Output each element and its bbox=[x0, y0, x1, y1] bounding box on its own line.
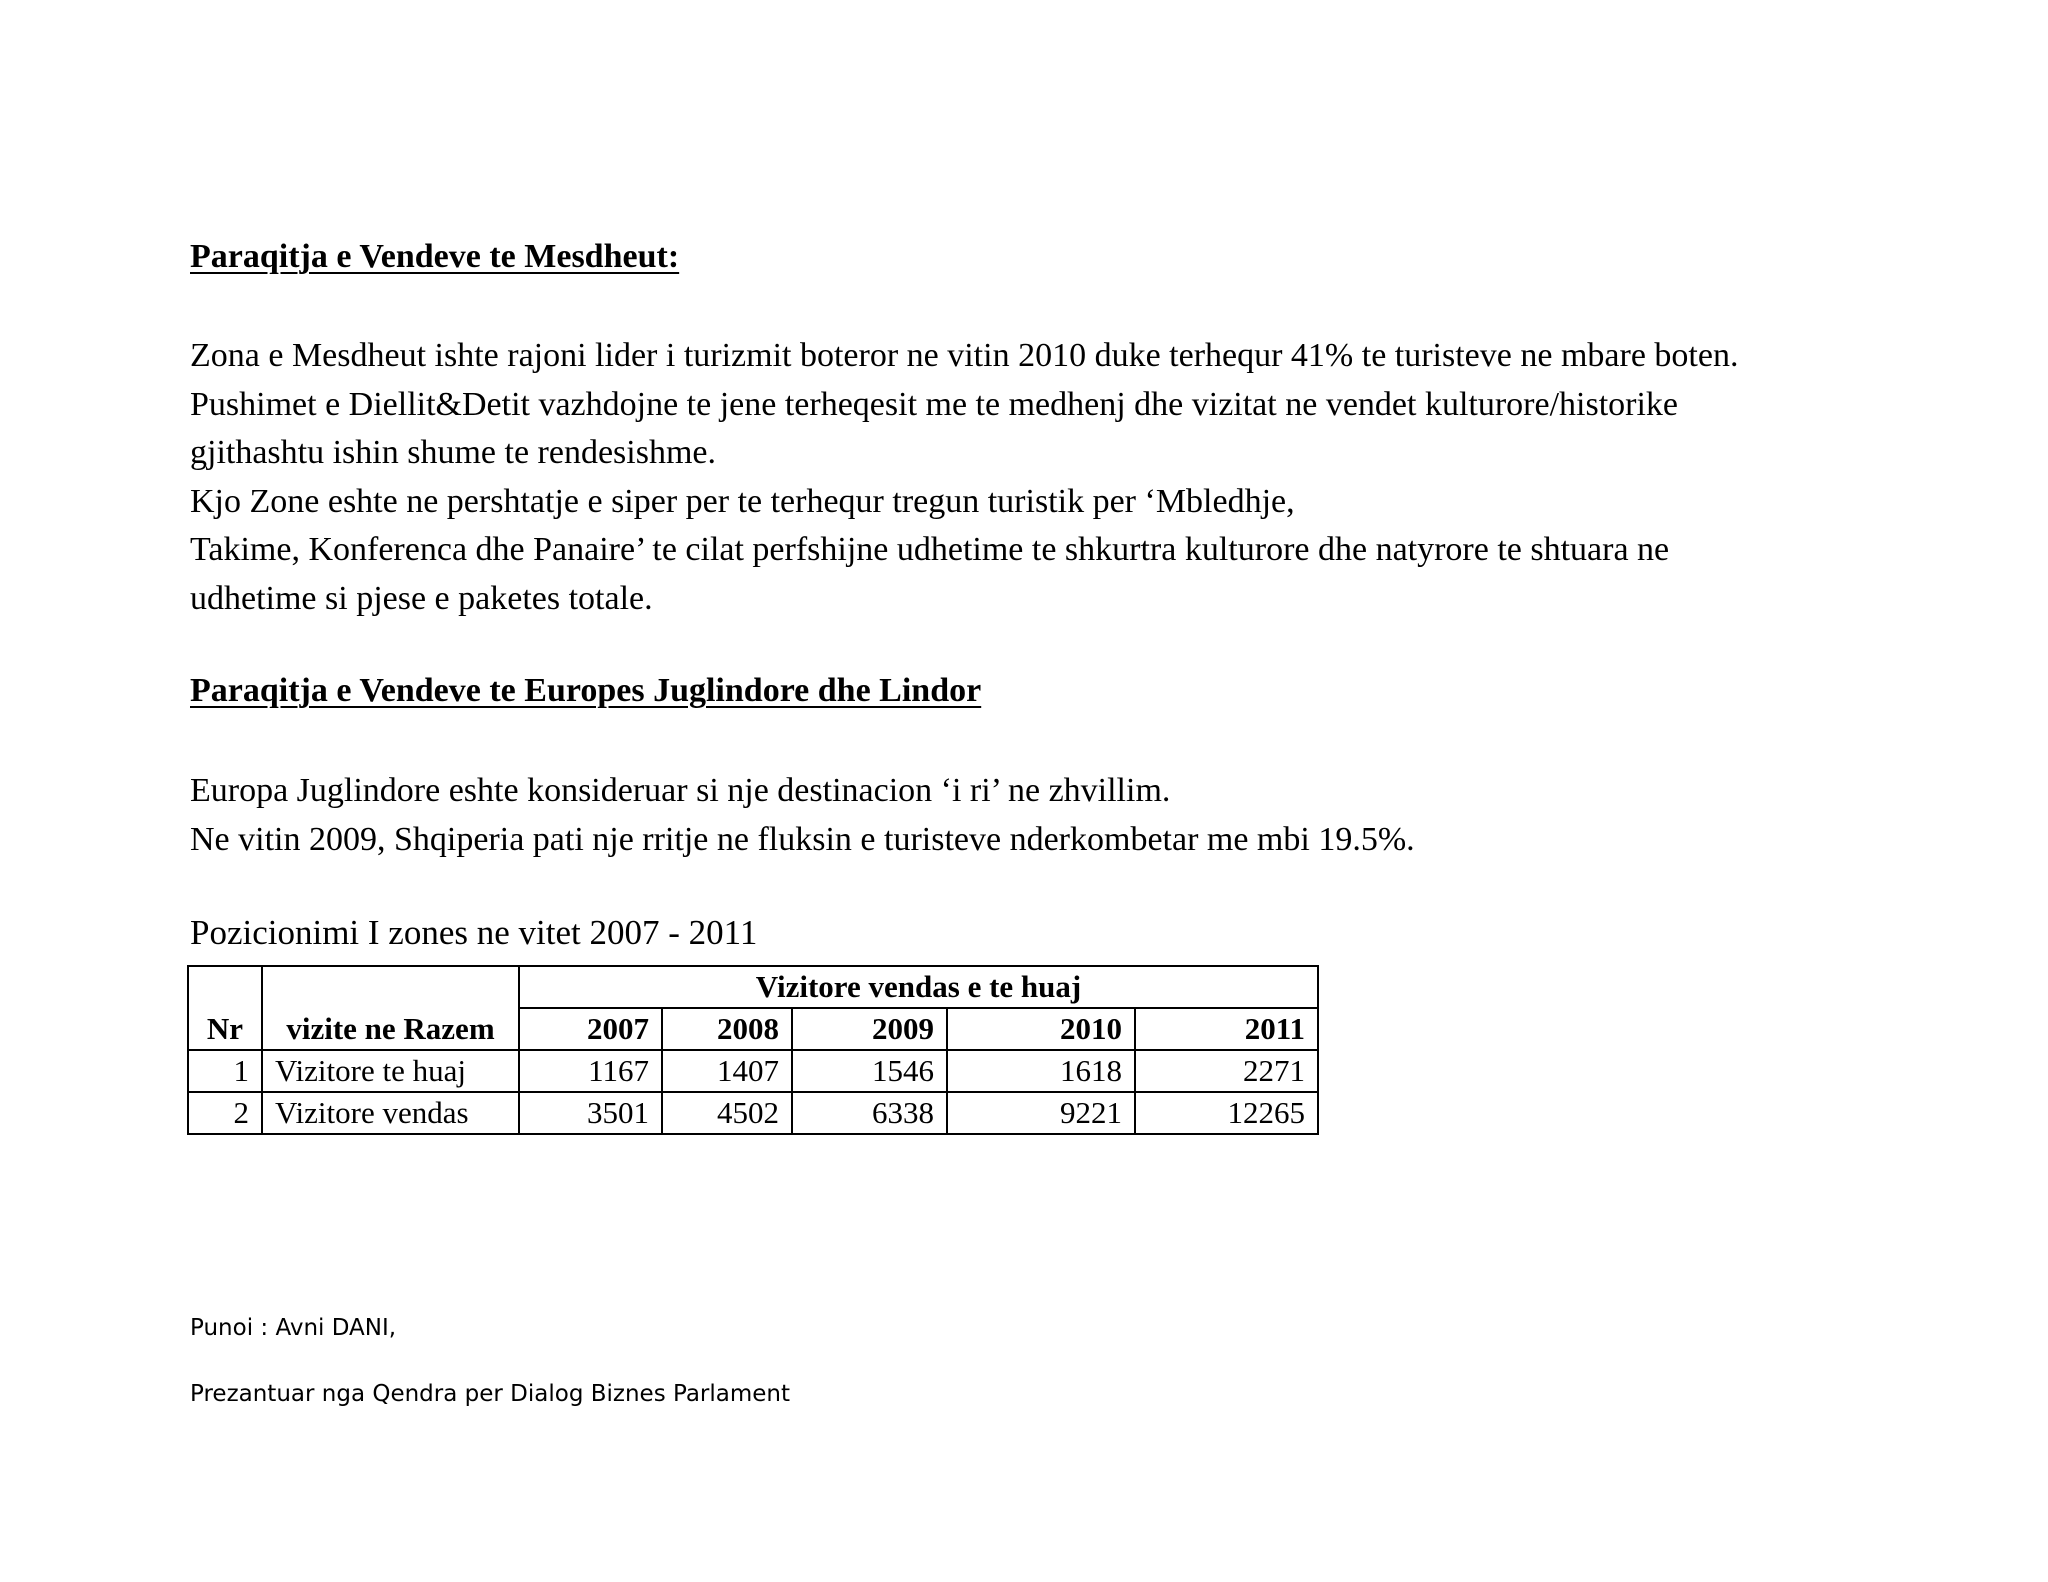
column-header-year: 2011 bbox=[1135, 1008, 1318, 1050]
footer-presented: Prezantuar nga Qendra per Dialog Biznes Parlament bbox=[190, 1381, 791, 1407]
table-cell: 9221 bbox=[947, 1092, 1135, 1134]
row-number: 1 bbox=[188, 1050, 262, 1092]
table-cell: 6338 bbox=[792, 1092, 947, 1134]
column-header-year: 2007 bbox=[519, 1008, 662, 1050]
table-cell: 12265 bbox=[1135, 1092, 1318, 1134]
paragraph-line: Zona e Mesdheut ishte rajoni lider i turizmit boteror ne vitin 2010 duke terhequr 41% te turisteve ne mbare boten. bbox=[190, 337, 1739, 374]
group-header: Vizitore vendas e te huaj bbox=[519, 966, 1318, 1008]
table-cell: 1546 bbox=[792, 1050, 947, 1092]
table-header-row bbox=[188, 966, 1318, 1008]
table-cell: 1407 bbox=[662, 1050, 792, 1092]
paragraph-line: udhetime si pjese e paketes totale. bbox=[190, 579, 653, 617]
paragraph-line: Ne vitin 2009, Shqiperia pati nje rritje ne fluksin e turisteve nderkombetar me mbi 19.5%. bbox=[190, 820, 1415, 858]
column-header-year: 2008 bbox=[662, 1008, 792, 1050]
section-heading-mediterranean: Paraqitja e Vendeve te Mesdheut: bbox=[190, 238, 680, 275]
row-label: Vizitore vendas bbox=[262, 1092, 519, 1134]
table-cell: 2271 bbox=[1135, 1050, 1318, 1092]
table-row bbox=[188, 1050, 1318, 1092]
paragraph-southeast-europe bbox=[190, 767, 1415, 864]
paragraph-line: Takime, Konferenca dhe Panaire’ te cilat perfshijne udhetime te shkurtra kulturore dhe natyrore te shtuara ne bbox=[190, 531, 1670, 568]
paragraph-mediterranean bbox=[190, 332, 1738, 623]
table-cell: 3501 bbox=[519, 1092, 662, 1134]
table-caption: Pozicionimi I zones ne vitet 2007 - 2011 bbox=[190, 913, 758, 952]
paragraph-line: Pushimet e Diellit&Detit vazhdojne te jene terheqesit me te medhenj dhe vizitat ne vendet kulturore/historike bbox=[190, 385, 1678, 423]
table-cell: 4502 bbox=[662, 1092, 792, 1134]
header-cell-empty bbox=[188, 966, 262, 1008]
column-header-category: vizite ne Razem bbox=[262, 1008, 519, 1050]
section-heading-southeast-europe: Paraqitja e Vendeve te Europes Juglindore dhe Lindor bbox=[190, 672, 982, 709]
table-cell: 1618 bbox=[947, 1050, 1135, 1092]
visitors-table bbox=[187, 965, 1319, 1135]
row-label: Vizitore te huaj bbox=[262, 1050, 519, 1092]
column-header-year: 2010 bbox=[947, 1008, 1135, 1050]
footer-author: Punoi : Avni DANI, bbox=[190, 1315, 397, 1341]
table-header-row bbox=[188, 1008, 1318, 1050]
table-cell: 1167 bbox=[519, 1050, 662, 1092]
paragraph-line: Kjo Zone eshte ne pershtatje e siper per te terhequr tregun turistik per ‘Mbledhje, bbox=[190, 482, 1295, 520]
column-header-nr: Nr bbox=[188, 1008, 262, 1050]
paragraph-line: Europa Juglindore eshte konsideruar si nje destinacion ‘i ri’ ne zhvillim. bbox=[190, 772, 1171, 809]
row-number: 2 bbox=[188, 1092, 262, 1134]
table-row bbox=[188, 1092, 1318, 1134]
column-header-year: 2009 bbox=[792, 1008, 947, 1050]
header-cell-empty bbox=[262, 966, 519, 1008]
paragraph-line: gjithashtu ishin shume te rendesishme. bbox=[190, 434, 716, 471]
